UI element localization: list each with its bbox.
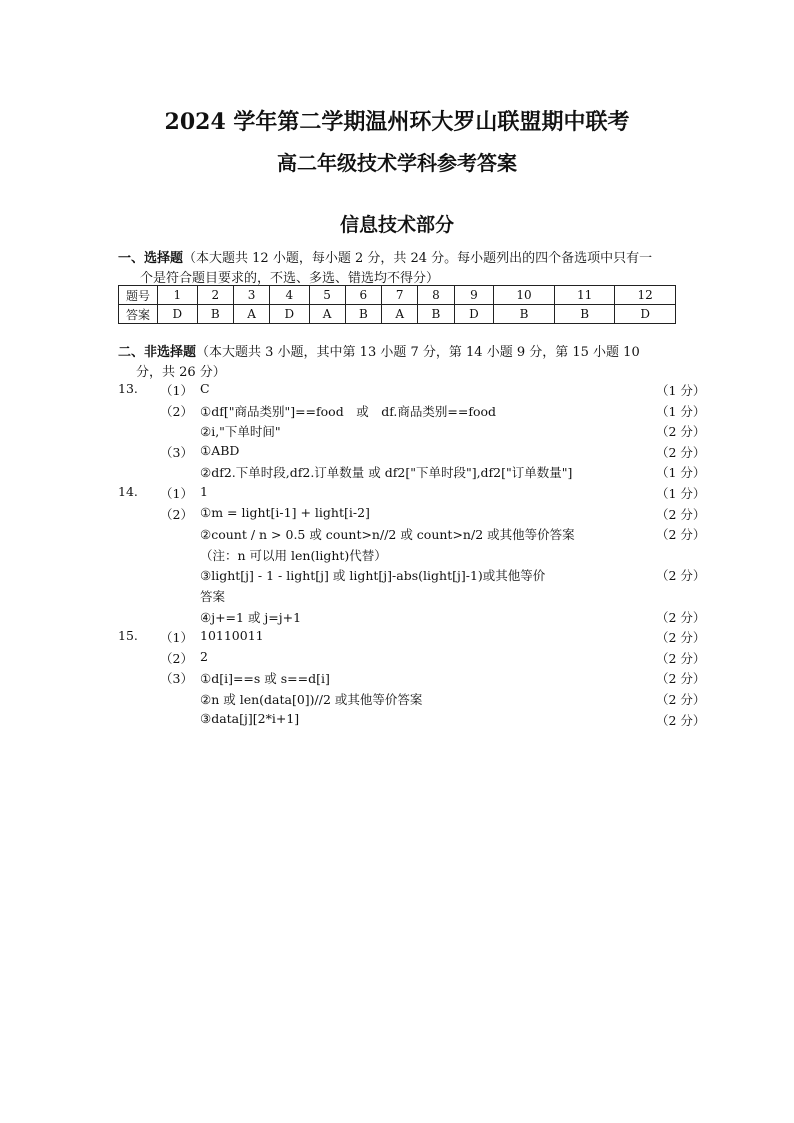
answer-table [118,285,676,324]
score-label: （2 分） [656,630,706,646]
answer-text: 2 [200,648,208,664]
answer-text: ①d[i]==s 或 s==d[i] [200,671,330,687]
answer-row [0,690,794,710]
answer-table-answer-cell: B [345,305,382,324]
answer-table-q-label: 题号 [119,286,158,305]
score-label: （1 分） [656,486,706,501]
answer-table-answer-cell: A [309,305,345,324]
answer-text: ①df["商品类别"]==food 或 df.商品类别==food [200,403,496,419]
answer-row [0,608,794,628]
answer-row [0,711,794,731]
page-title: 2024 学年第二学期温州环大罗山联盟期中联考 [164,109,630,135]
answer-text: ③data[j][2*i+1] [200,710,300,726]
answer-row [0,505,794,525]
answer-text: ②i,"下单时间" [200,424,281,440]
part-title: 信息技术部分 [339,214,454,236]
section2-heading: 二、非选择题 [118,345,197,360]
sub-question-label: （1） [160,630,193,646]
answer-row [0,628,794,648]
answer-table-number-cell: 11 [554,286,615,305]
answer-table-number-cell: 3 [234,286,270,305]
sub-question-label: （2） [160,506,193,522]
answer-text: （注：n 可以用 len(light)代替） [200,547,387,563]
answer-row [0,649,794,669]
answer-text: ②n 或 len(data[0])//2 或其他等价答案 [200,692,423,707]
answer-row [0,525,794,545]
score-label: （1 分） [656,403,706,419]
answer-text: ①ABD [200,442,240,458]
answer-text: 10110011 [200,628,264,644]
section1-desc-line1: （本大题共 12 小题，每小题 2 分，共 24 分。每小题列出的四个备选项中只有一 [183,251,653,266]
answer-row [0,587,794,607]
sub-question-label: （2） [160,650,193,666]
answer-table-number-cell: 5 [309,286,345,305]
score-label: （2 分） [656,671,706,687]
page-subtitle: 高二年级技术学科参考答案 [277,151,517,175]
answer-text: ①m = light[i-1] + light[i-2] [200,504,370,520]
answer-table-number-row [119,286,676,305]
answer-table-number-cell: 7 [382,286,418,305]
sub-question-label: （1） [160,383,193,398]
answer-text: ④j+=1 或 j=j+1 [200,609,302,625]
sub-question-label: （2） [160,403,193,419]
question-number: 13. [118,381,138,396]
score-label: （2 分） [656,527,706,543]
answer-table-answer-cell: B [418,305,455,324]
answer-table-a-label: 答案 [119,305,158,324]
score-label: （2 分） [656,568,706,584]
answer-row [0,381,794,401]
answer-row [0,669,794,689]
section2-desc-line1: （本大题共 3 小题，其中第 13 小题 7 分，第 14 小题 9 分，第 15 小题 10 [196,345,640,360]
answer-table-answer-cell: D [615,305,676,324]
answer-row [0,443,794,463]
score-label: （2 分） [656,712,706,728]
sub-question-label: （3） [160,671,193,687]
answer-table-answer-cell: B [554,305,615,324]
answer-table-number-cell: 6 [345,286,382,305]
answer-table-number-cell: 10 [494,286,555,305]
answer-text: ③light[j] - 1 - light[j] 或 light[j]-abs(light[j]-1)或其他等价 [200,568,546,584]
answer-text: ②df2.下单时段,df2.订单数量 或 df2["下单时段"],df2["订单数量"] [200,465,573,481]
answer-row [0,546,794,566]
score-label: （2 分） [656,609,706,625]
answer-table-answer-cell: B [494,305,555,324]
score-label: （1 分） [656,383,706,398]
answer-text: C [200,381,210,396]
sub-question-label: （1） [160,486,193,501]
answer-table-answer-cell: A [234,305,270,324]
section2-line1 [118,341,640,360]
score-label: （1 分） [656,465,706,481]
answer-table-answer-cell: A [382,305,418,324]
section1-heading: 一、选择题 [118,251,184,266]
answer-text: ②count / n > 0.5 或 count>n//2 或 count>n/2 或其他等价答案 [200,527,575,543]
answer-row [0,484,794,504]
answer-table-answer-cell: D [270,305,310,324]
section2-desc-line2: 分，共 26 分） [136,365,226,380]
score-label: （2 分） [656,692,706,707]
answer-table-number-cell: 4 [270,286,310,305]
answer-row [0,463,794,483]
answer-table-answer-cell: D [158,305,198,324]
answer-row [0,566,794,586]
answer-text: 答案 [200,589,226,604]
sub-question-label: （3） [160,444,193,460]
answer-table-answer-cell: D [454,305,494,324]
answer-text: 1 [200,484,208,499]
answer-table-number-cell: 2 [197,286,234,305]
question-number: 15. [118,628,138,644]
question-number: 14. [118,484,138,499]
answer-table-number-cell: 1 [158,286,198,305]
score-label: （2 分） [656,650,706,666]
answer-row [0,422,794,442]
answer-table-number-cell: 12 [615,286,676,305]
answer-table-number-cell: 8 [418,286,455,305]
answer-table-number-cell: 9 [454,286,494,305]
answer-table-answer-row [119,305,676,324]
section1-desc-line2: 个是符合题目要求的，不选、多选、错选均不得分） [140,271,440,286]
score-label: （2 分） [656,506,706,522]
section1-line1 [118,247,652,266]
score-label: （2 分） [656,444,706,460]
answer-row [0,402,794,422]
answer-table-answer-cell: B [197,305,234,324]
score-label: （2 分） [656,424,706,440]
